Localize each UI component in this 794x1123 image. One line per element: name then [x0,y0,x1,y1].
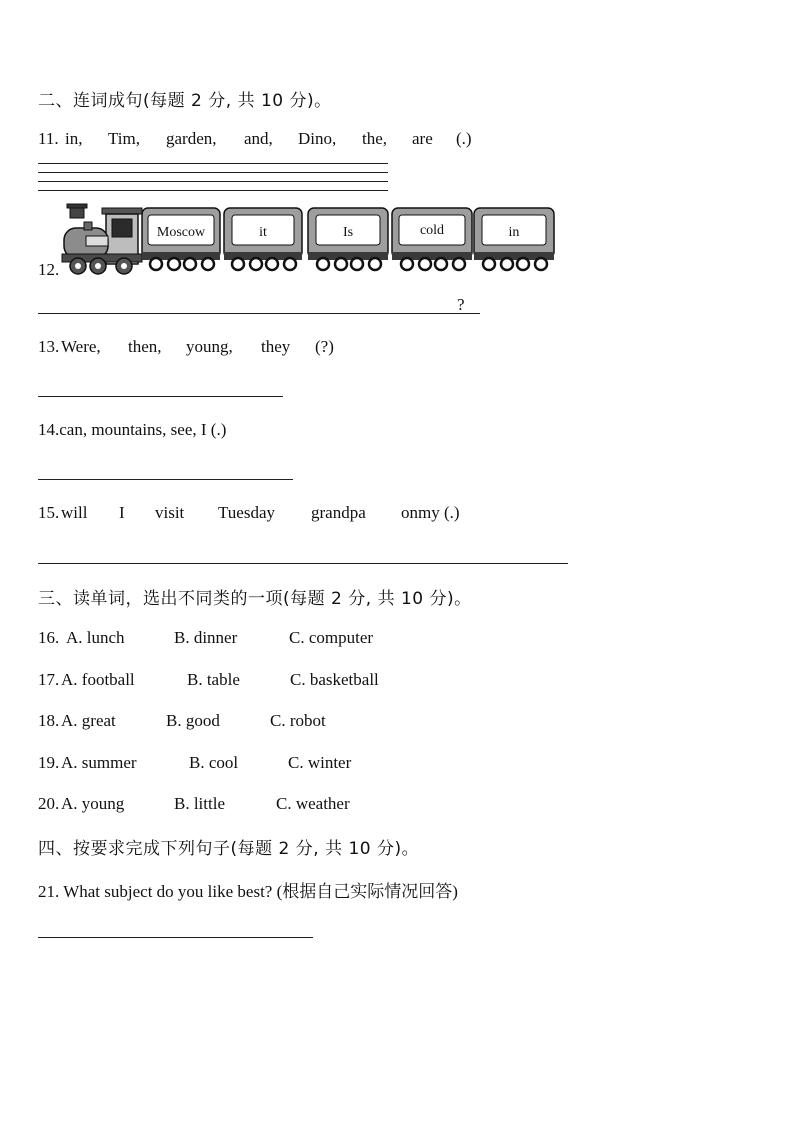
word: visit [155,503,185,522]
question-16 [38,628,438,650]
train-car-2 [224,208,302,270]
question-15 [38,503,478,525]
word: young, [186,337,233,356]
option-a[interactable]: A. football [61,670,135,689]
word: they [261,337,291,356]
car-word: Is [342,225,354,240]
question-number: 11. [38,129,59,148]
question-number: 20. [38,794,60,813]
question-number: 15. [38,503,60,522]
question-number: 16. [38,628,60,647]
word: grandpa [311,503,366,522]
word: Tuesday [218,503,275,522]
word: then, [128,337,162,356]
answer-line[interactable] [38,563,568,564]
question-number: 14. [38,420,60,439]
section-2-title: 二、连词成句(每题 2 分, 共 10 分)。 [38,91,332,111]
question-13 [38,337,358,359]
word: (.) [456,129,472,148]
car-word: in [508,225,520,240]
car-word: it [259,225,267,240]
word: I [119,503,125,522]
word: will [61,503,88,522]
answer-line[interactable] [38,163,388,164]
option-b[interactable]: B. little [174,794,225,813]
option-b[interactable]: B. table [187,670,240,689]
question-18 [38,711,438,733]
option-c[interactable]: C. robot [270,711,326,730]
answer-line[interactable] [38,479,293,480]
question-number: 18. [38,711,60,730]
word: the, [362,129,388,148]
question-mark: ? [457,295,465,314]
question-14 [38,420,226,440]
option-c[interactable]: C. basketball [290,670,379,689]
car-word: cold [419,223,445,238]
option-c[interactable]: C. winter [288,753,352,772]
question-number: 13. [38,337,60,356]
answer-line[interactable] [38,313,480,314]
question-21 [38,877,458,902]
word: and, [244,129,273,148]
train-illustration [58,202,558,278]
question-number: 12. [38,260,60,279]
answer-line[interactable] [38,181,388,182]
option-b[interactable]: B. good [166,711,220,730]
option-c[interactable]: C. computer [289,628,374,647]
question-text: What subject do you like best? (根据自己实际情况回答) [63,882,458,901]
train-car-1 [142,208,220,270]
question-number: 21. [38,882,60,901]
section-4-title: 四、按要求完成下列句子(每题 2 分, 共 10 分)。 [38,839,420,859]
answer-line[interactable] [38,396,283,397]
word: in, [65,129,83,148]
option-c[interactable]: C. weather [276,794,350,813]
option-a[interactable]: A. young [61,794,125,813]
word: Tim, [108,129,140,148]
question-19 [38,753,438,775]
question-text: can, mountains, see, I (.) [59,420,227,439]
question-number: 17. [38,670,60,689]
question-number: 19. [38,753,60,772]
question-11 [38,129,498,151]
word: are [412,129,433,148]
section-3-title: 三、读单词，选出不同类的一项(每题 2 分, 共 10 分)。 [38,589,472,609]
word: Were, [61,337,101,356]
answer-line[interactable] [38,172,388,173]
word: Dino, [298,129,337,148]
option-b[interactable]: B. cool [189,753,239,772]
train-car-4 [392,208,472,270]
word: garden, [166,129,217,148]
word: (?) [315,337,334,356]
question-20 [38,794,438,816]
option-a[interactable]: A. summer [61,753,137,772]
option-b[interactable]: B. dinner [174,628,238,647]
car-word: Moscow [156,225,206,240]
option-a[interactable]: A. lunch [66,628,125,647]
answer-line[interactable] [38,190,388,191]
word: onmy (.) [401,503,460,522]
locomotive-icon [62,204,142,274]
answer-line[interactable] [38,937,313,938]
option-a[interactable]: A. great [61,711,116,730]
train-car-5 [474,208,554,270]
question-17 [38,670,438,692]
train-car-3 [308,208,388,270]
